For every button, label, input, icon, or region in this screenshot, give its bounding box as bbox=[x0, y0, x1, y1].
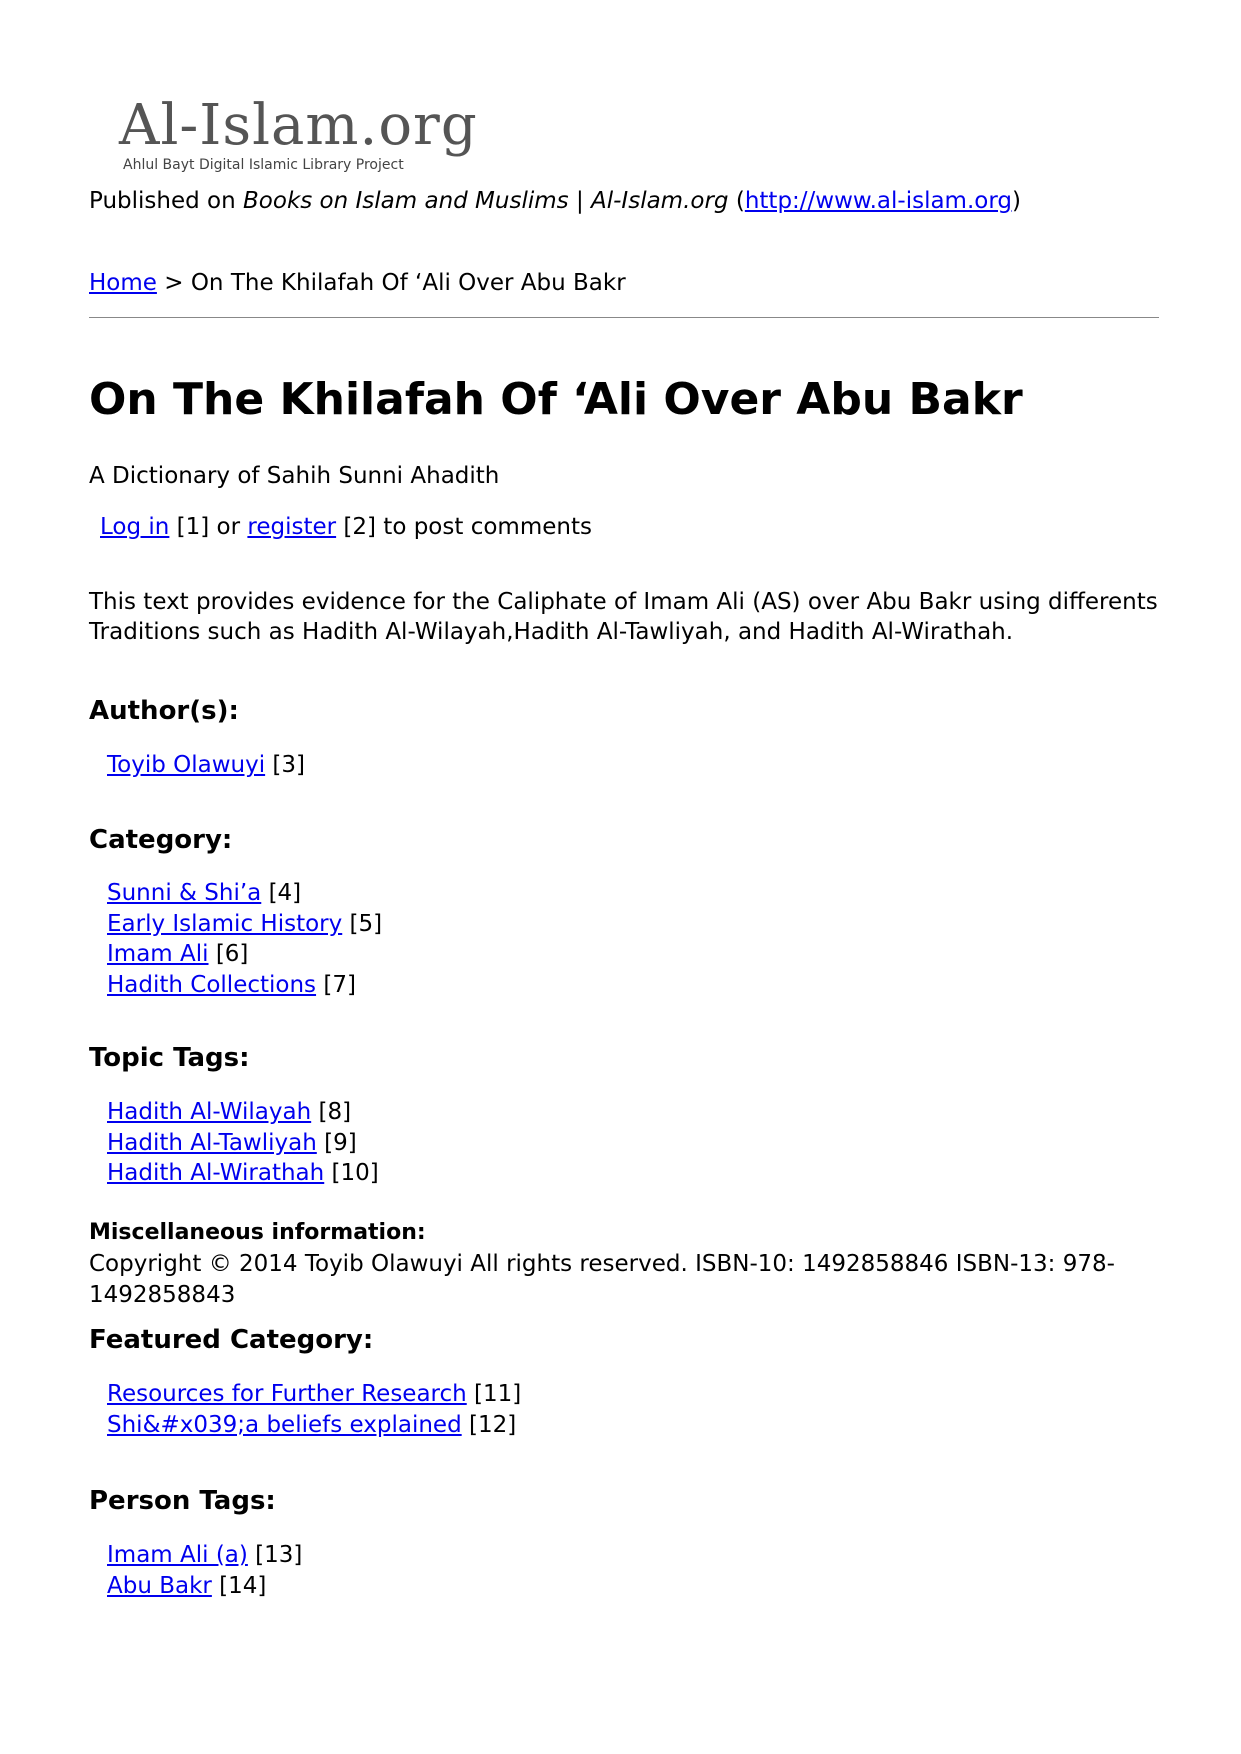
published-open-paren: ( bbox=[728, 188, 745, 214]
breadcrumb bbox=[89, 268, 626, 298]
reference-number: [5] bbox=[342, 910, 383, 937]
list-item bbox=[107, 1128, 379, 1159]
published-line bbox=[89, 186, 1021, 216]
page-title: On The Khilafah Of ‘Ali Over Abu Bakr bbox=[89, 374, 1023, 425]
list-item bbox=[107, 939, 382, 970]
featured-category-link[interactable]: Shi&#x039;a beliefs explained bbox=[107, 1411, 462, 1438]
category-link[interactable]: Hadith Collections bbox=[107, 971, 317, 998]
list-item bbox=[107, 1158, 379, 1189]
person-tag-link[interactable]: Imam Ali (a) bbox=[107, 1542, 248, 1568]
list-item bbox=[107, 1410, 521, 1441]
category-link[interactable]: Imam Ali bbox=[107, 941, 209, 967]
topic-tag-link[interactable]: Hadith Al-Tawliyah bbox=[107, 1129, 317, 1156]
page-subtitle: A Dictionary of Sahih Sunni Ahadith bbox=[89, 463, 500, 489]
register-ref: [2] to post comments bbox=[336, 514, 592, 540]
list-item bbox=[107, 750, 305, 781]
reference-number: [4] bbox=[261, 880, 302, 906]
reference-number: [7] bbox=[316, 971, 356, 998]
published-close-paren: ) bbox=[1012, 188, 1021, 214]
topic-tags-heading: Topic Tags: bbox=[89, 1043, 250, 1073]
topic-tag-link[interactable]: Hadith Al-Wilayah bbox=[107, 1099, 312, 1125]
authors-list bbox=[107, 750, 305, 781]
book-description: This text provides evidence for the Caliphate of Imam Ali (AS) over Abu Bakr using differents Traditions such as Hadith Al-Wilayah,Hadith Al-Tawliyah, and Hadith Al-Wirathah. bbox=[89, 589, 1158, 645]
reference-number: [11] bbox=[466, 1381, 522, 1407]
breadcrumb-home-link[interactable]: Home bbox=[89, 270, 157, 296]
logo-wordmark: Al-Islam.org bbox=[119, 93, 478, 158]
login-link[interactable]: Log in bbox=[100, 514, 170, 540]
category-heading: Category: bbox=[89, 825, 233, 855]
reference-number: [6] bbox=[208, 941, 249, 967]
person-tag-link[interactable]: Abu Bakr bbox=[107, 1572, 212, 1599]
list-item bbox=[107, 970, 382, 1001]
published-prefix: Published on bbox=[89, 188, 244, 214]
person-tags-heading: Person Tags: bbox=[89, 1486, 276, 1516]
featured-category-link[interactable]: Resources for Further Research bbox=[107, 1381, 467, 1407]
reference-number: [14] bbox=[211, 1572, 267, 1599]
reference-number: [3] bbox=[265, 752, 305, 778]
reference-number: [13] bbox=[247, 1542, 303, 1568]
login-ref: [1] or bbox=[169, 514, 248, 540]
topic-tag-link[interactable]: Hadith Al-Wirathah bbox=[107, 1160, 325, 1186]
featured-category-list bbox=[107, 1379, 521, 1440]
breadcrumb-separator: > bbox=[156, 270, 191, 296]
list-item bbox=[107, 878, 382, 909]
site-url-link[interactable]: http://www.al-islam.org bbox=[744, 188, 1013, 214]
breadcrumb-current: On The Khilafah Of ‘Ali Over Abu Bakr bbox=[190, 270, 626, 296]
reference-number: [9] bbox=[316, 1129, 357, 1156]
author-link[interactable]: Toyib Olawuyi bbox=[107, 752, 266, 778]
misc-heading: Miscellaneous information: bbox=[89, 1220, 426, 1245]
list-item bbox=[107, 1540, 302, 1571]
reference-number: [12] bbox=[461, 1411, 517, 1438]
list-item bbox=[107, 1571, 302, 1602]
site-logo[interactable] bbox=[119, 94, 519, 180]
list-item bbox=[107, 1097, 379, 1128]
comments-line bbox=[100, 512, 592, 542]
reference-number: [8] bbox=[311, 1099, 352, 1125]
header-divider bbox=[89, 317, 1159, 318]
person-tags-list bbox=[107, 1540, 302, 1601]
list-item bbox=[107, 1379, 521, 1410]
category-link[interactable]: Sunni & Shi’a bbox=[107, 880, 262, 906]
featured-category-heading: Featured Category: bbox=[89, 1325, 374, 1355]
topic-tags-list bbox=[107, 1097, 379, 1189]
register-link[interactable]: register bbox=[247, 514, 337, 540]
logo-tagline: Ahlul Bayt Digital Islamic Library Project bbox=[123, 157, 404, 173]
category-link[interactable]: Early Islamic History bbox=[107, 910, 343, 937]
reference-number: [10] bbox=[324, 1160, 379, 1186]
published-site-name: Books on Islam and Muslims | Al-Islam.org bbox=[243, 188, 729, 214]
list-item bbox=[107, 909, 382, 940]
copyright-text: Copyright © 2014 Toyib Olawuyi All rights reserved. ISBN-10: 1492858846 ISBN-13: 978-1492858843 bbox=[89, 1251, 1115, 1308]
authors-heading: Author(s): bbox=[89, 696, 239, 726]
category-list bbox=[107, 878, 382, 1000]
